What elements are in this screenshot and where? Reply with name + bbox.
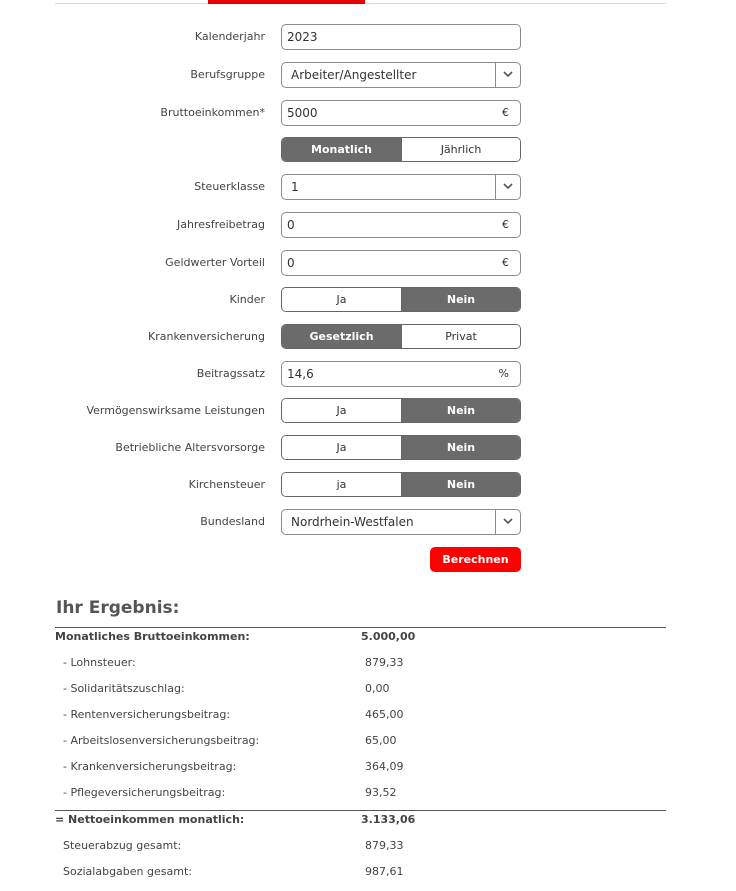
row-freibetrag: [0, 212, 736, 238]
row-bav: [0, 435, 736, 461]
berufsgruppe-label: Berufsgruppe: [190, 68, 265, 81]
beitragssatz-value: 14,6: [287, 367, 314, 381]
euro-unit: €: [502, 106, 509, 119]
vorteil-input[interactable]: [281, 250, 521, 276]
chevron-down-icon[interactable]: [495, 175, 520, 199]
kirchensteuer-toggle: [281, 472, 521, 497]
row-vwl: [0, 398, 736, 424]
deduction-label: - Rentenversicherungsbeitrag:: [63, 708, 231, 721]
deduction-value: 93,52: [365, 786, 397, 799]
kinder-ja-option[interactable]: Ja: [282, 288, 401, 311]
row-kv: [0, 324, 736, 350]
percent-unit: %: [498, 367, 509, 380]
row-beitragssatz: [0, 361, 736, 387]
total-value: 987,61: [365, 865, 404, 878]
euro-unit: €: [502, 218, 509, 231]
result-netto-row: [0, 811, 736, 829]
brutto-value: 5000: [287, 106, 318, 120]
freibetrag-input[interactable]: [281, 212, 521, 238]
kv-label: Krankenversicherung: [148, 330, 265, 343]
row-kalenderjahr: [0, 24, 736, 50]
row-berufsgruppe: [0, 62, 736, 88]
vwl-nein-option[interactable]: Nein: [401, 399, 520, 422]
kinder-toggle: [281, 287, 521, 312]
row-kirchensteuer: [0, 472, 736, 498]
result-brutto-row: [0, 628, 736, 646]
result-title: Ihr Ergebnis:: [56, 598, 180, 618]
total-label: Steuerabzug gesamt:: [63, 839, 182, 852]
chevron-down-icon[interactable]: [495, 510, 520, 534]
beitragssatz-input[interactable]: [281, 361, 521, 387]
kinder-nein-option[interactable]: Nein: [401, 288, 520, 311]
result-deduction-row: [0, 680, 736, 698]
vwl-toggle: [281, 398, 521, 423]
vwl-ja-option[interactable]: Ja: [282, 399, 401, 422]
beitragssatz-label: Beitragssatz: [196, 367, 265, 380]
kalenderjahr-label: Kalenderjahr: [194, 30, 265, 43]
deduction-value: 879,33: [365, 656, 404, 669]
result-deduction-row: [0, 706, 736, 724]
result-total-row: [0, 837, 736, 855]
bundesland-value: Nordrhein-Westfalen: [291, 515, 414, 529]
result-netto-label: = Nettoeinkommen monatlich:: [55, 813, 245, 826]
total-value: 879,33: [365, 839, 404, 852]
kinder-label: Kinder: [229, 293, 265, 306]
row-zeitraum: [0, 137, 736, 163]
brutto-label: Bruttoeinkommen*: [160, 106, 265, 119]
bundesland-select[interactable]: [281, 509, 521, 535]
total-label: Sozialabgaben gesamt:: [63, 865, 192, 878]
bav-label: Betriebliche Altersvorsorge: [115, 441, 265, 454]
euro-unit: €: [502, 256, 509, 269]
deduction-label: - Pflegeversicherungsbeitrag:: [63, 786, 226, 799]
row-bundesland: [0, 509, 736, 535]
row-steuerklasse: [0, 174, 736, 200]
chevron-down-icon[interactable]: [495, 63, 520, 87]
result-total-row: [0, 863, 736, 881]
berufsgruppe-value: Arbeiter/Angestellter: [291, 68, 417, 82]
result-deduction-row: [0, 654, 736, 672]
kalenderjahr-value: 2023: [287, 30, 318, 44]
row-brutto: [0, 100, 736, 126]
deduction-value: 0,00: [365, 682, 390, 695]
deduction-label: - Lohnsteuer:: [63, 656, 136, 669]
jaehrlich-option[interactable]: Jährlich: [401, 138, 520, 161]
steuerklasse-label: Steuerklasse: [194, 180, 265, 193]
vorteil-label: Geldwerter Vorteil: [165, 256, 265, 269]
kalenderjahr-input[interactable]: [281, 24, 521, 50]
kirche-nein-option[interactable]: Nein: [401, 473, 520, 496]
freibetrag-label: Jahresfreibetrag: [176, 218, 265, 231]
row-vorteil: [0, 250, 736, 276]
steuerklasse-select[interactable]: [281, 174, 521, 200]
deduction-label: - Solidaritätszuschlag:: [63, 682, 185, 695]
deduction-value: 364,09: [365, 760, 404, 773]
result-deduction-row: [0, 758, 736, 776]
steuerklasse-value: 1: [291, 180, 299, 194]
vorteil-value: 0: [287, 256, 295, 270]
result-deduction-row: [0, 732, 736, 750]
result-brutto-value: 5.000,00: [361, 630, 416, 643]
kv-gesetzlich-option[interactable]: Gesetzlich: [282, 325, 401, 348]
row-kinder: [0, 287, 736, 313]
deduction-label: - Krankenversicherungsbeitrag:: [63, 760, 237, 773]
zeitraum-toggle: [281, 137, 521, 162]
kv-toggle: [281, 324, 521, 349]
freibetrag-value: 0: [287, 218, 295, 232]
brutto-input[interactable]: [281, 100, 521, 126]
bav-toggle: [281, 435, 521, 460]
result-deduction-row: [0, 784, 736, 802]
bav-ja-option[interactable]: Ja: [282, 436, 401, 459]
active-tab-indicator: [208, 0, 365, 4]
kirche-ja-option[interactable]: ja: [282, 473, 401, 496]
deduction-value: 65,00: [365, 734, 397, 747]
result-brutto-label: Monatliches Bruttoeinkommen:: [55, 630, 250, 643]
berechnen-button[interactable]: Berechnen: [430, 547, 521, 572]
deduction-value: 465,00: [365, 708, 404, 721]
kirchensteuer-label: Kirchensteuer: [188, 478, 265, 491]
result-netto-value: 3.133,06: [361, 813, 416, 826]
berufsgruppe-select[interactable]: [281, 62, 521, 88]
vwl-label: Vermögenswirksame Leistungen: [86, 404, 265, 417]
deduction-label: - Arbeitslosenversicherungsbeitrag:: [63, 734, 260, 747]
monatlich-option[interactable]: Monatlich: [282, 138, 401, 161]
bundesland-label: Bundesland: [200, 515, 265, 528]
bav-nein-option[interactable]: Nein: [401, 436, 520, 459]
kv-privat-option[interactable]: Privat: [401, 325, 520, 348]
